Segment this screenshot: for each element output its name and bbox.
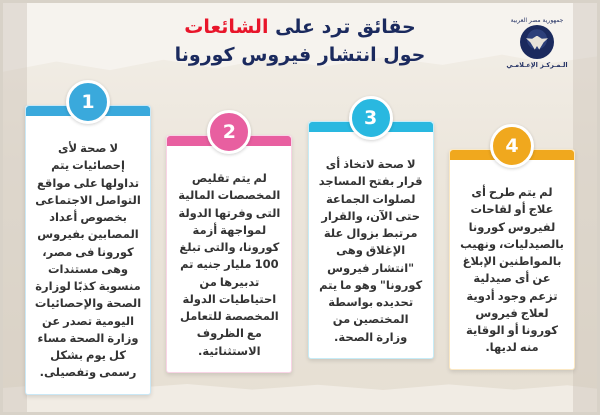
card-2-number-badge: 2 bbox=[207, 110, 251, 154]
eagle-emblem-icon bbox=[520, 25, 554, 59]
title-line2: حول انتشار فيروس كورونا bbox=[174, 43, 426, 66]
page-title bbox=[123, 15, 477, 68]
emblem-bottom-text: الـمـركـز الإعـلامـي bbox=[506, 61, 568, 69]
title-line1-plain: حقائق ترد على bbox=[268, 16, 416, 38]
title-line1-highlight: الشائعات bbox=[184, 16, 269, 38]
fact-card-1 bbox=[25, 91, 151, 395]
fact-card-3 bbox=[308, 107, 434, 359]
emblem-top-text: جمهورية مصر العربية bbox=[510, 17, 564, 24]
fact-card-4 bbox=[449, 135, 575, 370]
card-3-number-badge: 3 bbox=[349, 96, 393, 140]
header bbox=[3, 11, 597, 81]
card-3-text: لا صحة لاتخاذ أى قرار بفتح المساجد لصلوات الجماعة حتى الآن، والقرار مرتبط بزوال علة الإغلاق وهى "انتشار فيروس كورونا" وهو ما يتم تحديده بواسطة المختصين من وزارة الصحة. bbox=[318, 157, 423, 344]
card-4-text: لم يتم طرح أى علاج أو لقاحات لفيروس كورونا بالصيدليات، ونهيب بالمواطنين الإبلاغ عن أى صيدلية تزعم وجود أدوية لعلاج فيروس كورونا أو الوقاية منه لديها. bbox=[460, 185, 564, 355]
fact-cards-row bbox=[25, 87, 575, 394]
fact-card-2 bbox=[166, 121, 292, 373]
card-2-text: لم يتم تقليص المخصصات المالية التى وفرتها الدولة لمواجهة أزمة كورونا، والتى تبلغ 100 مليار جنيه تم تدبيرها من احتياطيات الدولة المخصصة للتعامل مع الظروف الاستثنائية. bbox=[178, 171, 281, 358]
card-1-number-badge: 1 bbox=[66, 80, 110, 124]
card-1-text: لا صحة لأى إحصائيات يتم تداولها على مواقع التواصل الاجتماعى بخصوص أعداد المصابين بفيروس كورونا فى مصر، وهى مستندات منسوبة كذبًا لوزارة الصحة والإحصائيات اليومية تصدر عن وزارة الصحة مساء كل يوم بشكل رسمى وتفصيلى. bbox=[34, 141, 142, 380]
government-emblem bbox=[491, 17, 583, 69]
card-4-number-badge: 4 bbox=[490, 124, 534, 168]
